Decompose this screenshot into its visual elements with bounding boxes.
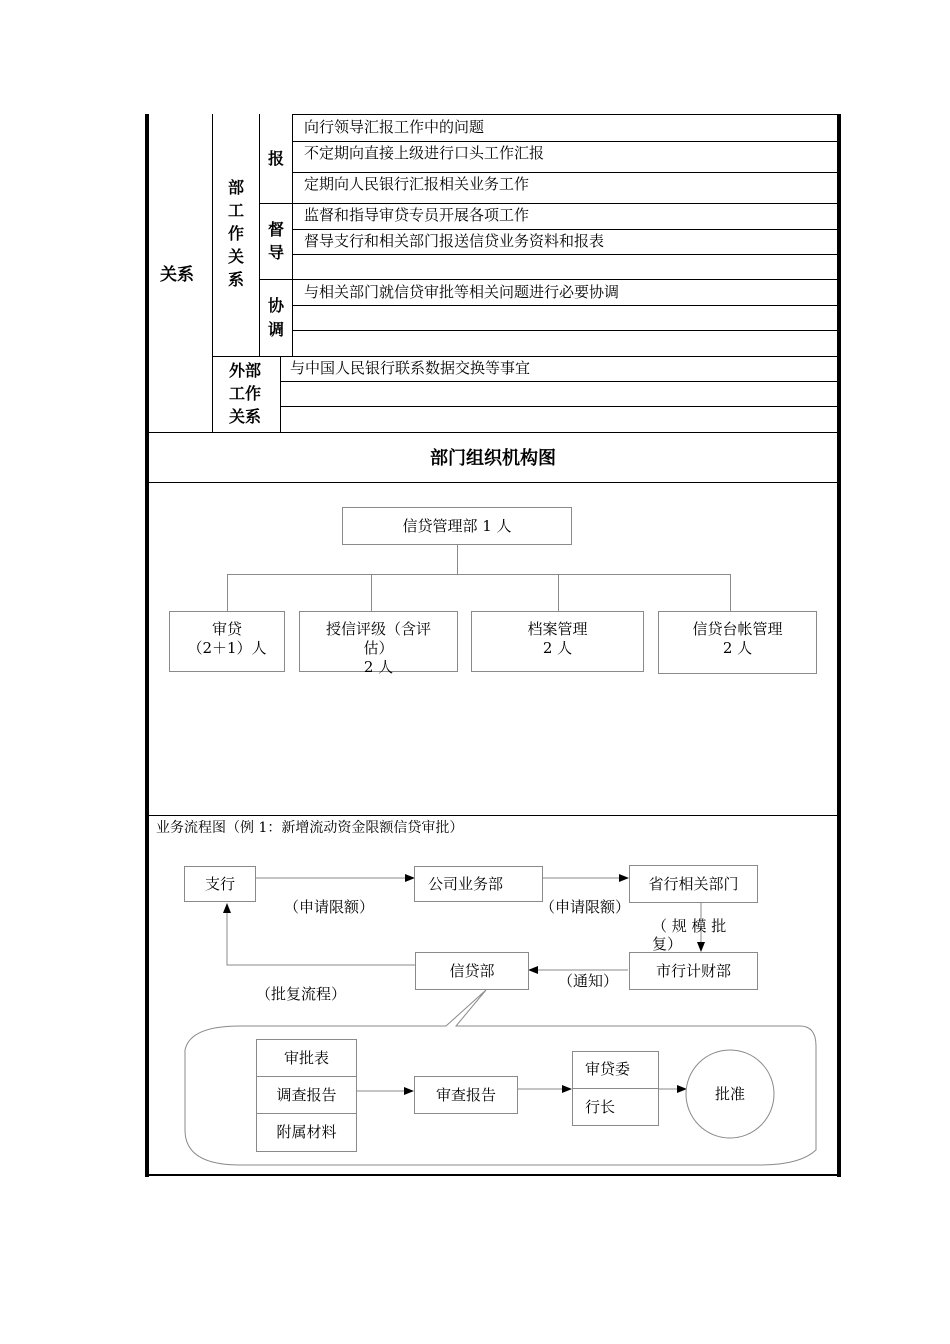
internal-label-char: 作 <box>227 224 244 243</box>
flow-node-city-finance <box>629 952 758 990</box>
report-item: 向行领导汇报工作中的问题 <box>304 118 485 136</box>
flow-node-label: 市行计财部 <box>655 962 731 980</box>
flow-node-corp <box>414 866 543 902</box>
approved-label: 批准 <box>714 1085 745 1103</box>
supervise-item: 监督和指导审贷专员开展各项工作 <box>304 206 530 224</box>
flow-node-label: 公司业务部 <box>428 875 504 893</box>
internal-label-char: 关 <box>227 247 244 266</box>
doc-attachments <box>256 1113 357 1152</box>
coordinate-item: 与相关部门就信贷审批等相关问题进行必要协调 <box>304 283 620 301</box>
flow-node-credit <box>415 952 529 990</box>
flow-node-label: 支行 <box>204 875 235 893</box>
org-child-line: （2＋1）人 <box>187 639 267 657</box>
internal-label-char: 部 <box>227 178 244 197</box>
internal-label-char: 系 <box>227 270 244 289</box>
org-root-label: 信贷管理部 1 人 <box>402 517 512 535</box>
coordinate-label-char: 调 <box>267 320 284 339</box>
flow-label-scale-continued: 复） <box>652 935 683 953</box>
flow-label-scale-clip <box>652 935 712 953</box>
org-chart-title: 部门组织机构图 <box>430 448 556 469</box>
committee-box <box>572 1051 659 1126</box>
coordinate-label-char: 协 <box>267 296 284 315</box>
org-child-line: 审贷 <box>211 620 242 638</box>
review-report-label: 审查报告 <box>435 1086 496 1104</box>
flow-node-label: 信贷部 <box>449 962 495 980</box>
committee-line: 审贷委 <box>585 1060 631 1078</box>
org-child-line: 2 人 <box>722 639 753 657</box>
doc-investigation-report <box>256 1076 357 1114</box>
org-child-line: 档案管理 <box>527 620 588 638</box>
doc-label: 审批表 <box>283 1049 329 1067</box>
committee-divider <box>573 1088 658 1089</box>
flow-node-label: 省行相关部门 <box>648 875 739 893</box>
external-label-line: 工作 <box>229 384 262 403</box>
supervise-label-char: 导 <box>267 243 284 262</box>
external-item: 与中国人民银行联系数据交换等事宜 <box>290 359 531 377</box>
internal-label-char: 工 <box>227 201 244 220</box>
org-child-line: 授信评级（含评 <box>325 620 431 638</box>
org-child-line: 估） <box>363 639 394 657</box>
flow-label-notify: （通知） <box>558 972 619 990</box>
doc-approval-form <box>256 1039 357 1077</box>
external-label-line: 关系 <box>229 407 262 426</box>
report-item: 定期向人民银行汇报相关业务工作 <box>304 175 530 193</box>
committee-line: 行长 <box>585 1098 616 1116</box>
external-label-line: 外部 <box>229 361 262 380</box>
flow-label-approve-flow: （批复流程） <box>256 985 347 1003</box>
org-child-line: 2 人 <box>542 639 573 657</box>
relation-label: 关系 <box>160 265 194 285</box>
doc-label: 附属材料 <box>276 1123 337 1141</box>
review-report-box <box>414 1076 518 1114</box>
org-child-line: 2 人 <box>363 658 394 676</box>
supervise-label-char: 督 <box>267 220 284 239</box>
flow-node-province <box>629 865 758 903</box>
org-child-line: 信贷台帐管理 <box>692 620 783 638</box>
flow-label-apply: （申请限额） <box>540 898 631 916</box>
report-label: 报 <box>267 149 284 168</box>
flow-node-branch <box>184 866 256 902</box>
report-item: 不定期向直接上级进行口头工作汇报 <box>304 144 545 162</box>
flow-label-apply: （申请限额） <box>284 898 375 916</box>
flow-title: 业务流程图（例 1：新增流动资金限额信贷审批） <box>156 820 464 836</box>
doc-label: 调查报告 <box>276 1086 337 1104</box>
flow-label-scale: （ 规 模 批 <box>652 917 727 935</box>
supervise-item: 督导支行和相关部门报送信贷业务资料和报表 <box>304 232 605 250</box>
